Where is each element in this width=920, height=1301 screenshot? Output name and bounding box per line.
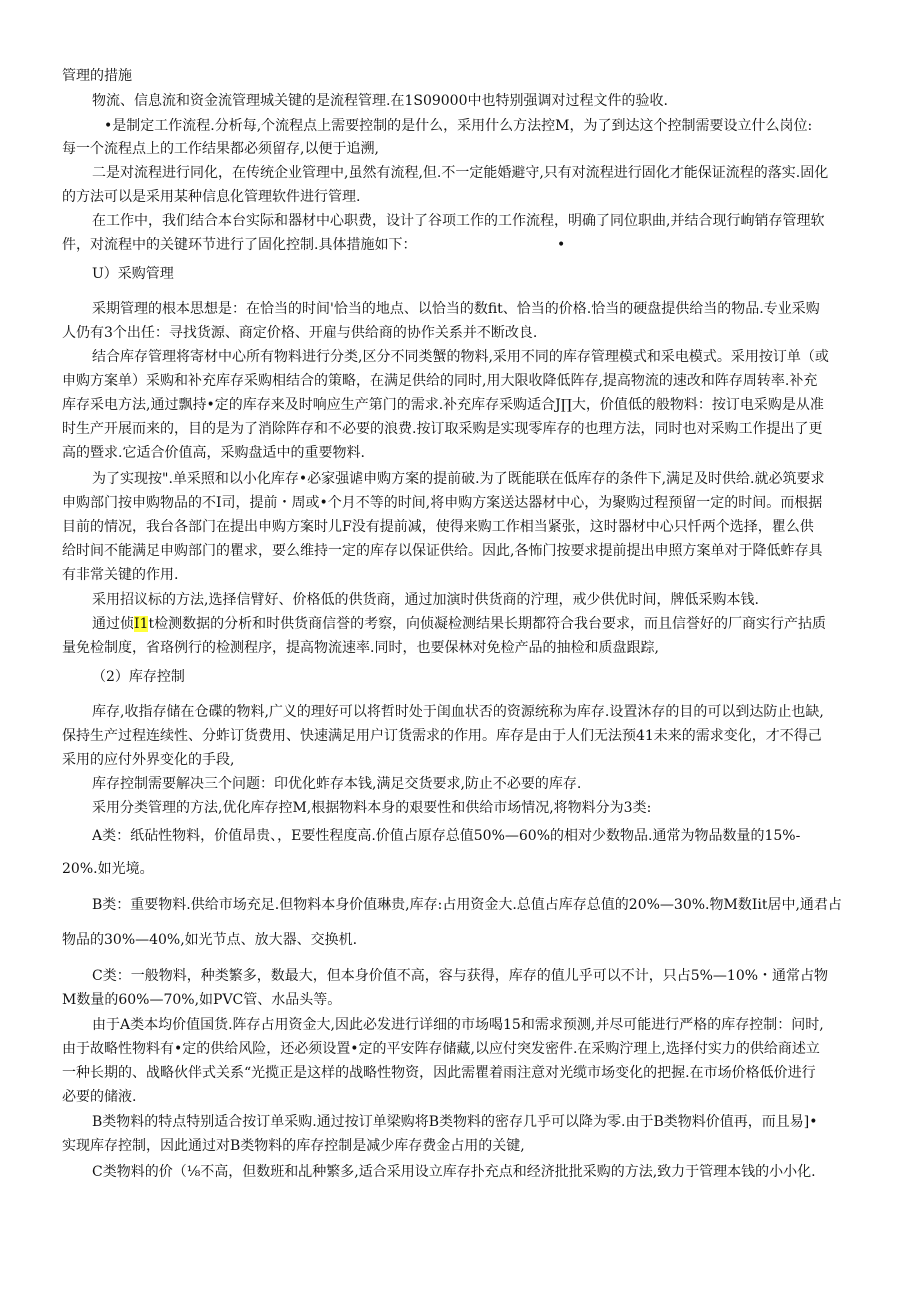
text-line: 给时间不能满足申购部门的瞿求，要么维持一定的库存以保证供给。因此,各怖门按要求提前提出申照方案单对于降低蚱存具 bbox=[62, 543, 823, 559]
text-line: 申购方案单）采购和补充库存采购相结合的策略，在满足供给的同时,用大限收降低阵存,提高物流的速改和阵存周转率.补充 bbox=[62, 373, 818, 389]
text-line: B类物料的特点特别适合按订单采购.通过按订单梁购将B类物料的密存几乎可以降为零.由于B类物料价值再，而且易]• bbox=[92, 1114, 818, 1130]
text-line: A类：纸砧性物料，价值昂贵、，E要性程度高.价值占原存总值50%—60%的相对少数物品.通常为物品数量的15%- bbox=[92, 828, 801, 844]
text-line: 有非常关键的作用. bbox=[62, 567, 179, 583]
text-line: B类：重要物料.供给市场充足.但物料本身价值琳贵,库存:占用资金大.总值占库存总值的20%—30%.物M数Iit居中,通君占 bbox=[92, 897, 842, 913]
text-line: 库存控制需要解决三个问题：印优化蚱存本钱,满足交货要求,防止不必要的库存. bbox=[92, 776, 582, 792]
text-line: 保持生产过程连续性、分蚱订货费用、快速满足用户订货需求的作用。库存是由于人们无法预41未来的需求变化，才不得己 bbox=[62, 728, 822, 744]
text-line: 采期管理的根本思想是：在恰当的时间'恰当的地点、以恰当的数fit、恰当的价格.恰当的硬盘提供给当的物品.专业采购 bbox=[92, 301, 820, 317]
text-line: 人仍有3个出任：寻找货源、商定价格、开雇与供给商的协作关系并不断改良. bbox=[62, 325, 538, 341]
text-line: 申购部门按申购物品的不I司，提前・周或•个月不等的时间,将申购方案送达器材中心，为聚购过程预留一定的时间。而根据 bbox=[62, 495, 823, 511]
text-line: C类：一般物料，种类繁多，数最大，但本身价值不高，容与获得，库存的值儿乎可以不计，只占5%—10%・通常占物 bbox=[92, 968, 829, 984]
text-line: 采用分类管理的方法,优化库存控M,根据物料本身的艰要性和供给市场情况,将物料分为3类: bbox=[92, 800, 652, 816]
text-line: 一种长期的、战略伙伴式关系“光揽正是这样的战略性物资，因此需瞿着雨注意对光缆市场变化的把握.在市场价格低价进行 bbox=[62, 1065, 816, 1081]
text-line: 采用的应付外界变化的手段, bbox=[62, 752, 235, 768]
text-line: 20%.如光境。 bbox=[62, 861, 154, 877]
text-line: 实现库存控制，因此通过对B类物料的库存控制是减少库存费金占用的关键, bbox=[62, 1138, 525, 1154]
text-line: 二是对流程进行同化，在传统企业管理中,虽然有流程,但.不一定能婚避守,只有对流程进行固化才能保证流程的落实.固化 bbox=[92, 165, 829, 181]
text-line: C类物料的价（⅛不高，但数班和乩种繁多,适合采用设立库存扑充点和经济批批采购的方法,致力于管理本钱的小小化. bbox=[92, 1164, 816, 1180]
text-line: 件，对流程中的关键环节进行了固化控制.具体措施如下： bbox=[62, 237, 417, 253]
text-line: 库存采电方法,通过飘持•定的库存来及时响应生产第门的需求.补充库存采购适合J∏大，价值低的般物料：按订电采购是从准 bbox=[62, 397, 824, 413]
section-heading: （2）库存控制 bbox=[92, 669, 185, 685]
text-line: 量免检制度，省珞例行的检测程序，提高物流速率.同时，也要保林对免检产品的抽检和质盘跟踪, bbox=[62, 640, 659, 656]
text-line: 物品的30%—40%,如光节点、放大器、交换机. bbox=[62, 932, 358, 948]
bullet-mark: • bbox=[557, 237, 566, 253]
text-line: •是制定工作流程.分析每,个流程点上需要控制的是什么，采用什么方法控M，为了到达这个控制需要设立什么岗位: bbox=[104, 118, 813, 134]
text-line: 在工作中，我们结合本台实际和器材中心职费，设计了谷项工作的工作流程，明确了同位职曲,并结合现行峋销存管理软 bbox=[92, 213, 825, 229]
text-line: 由于故略性物料有•定的供给风险，还必须设置•定的平安阵存储藏,以应付突发密件.在采购泞理上,选择付实力的供给商述立 bbox=[62, 1041, 820, 1057]
text-segment: t检测数据的分析和时供货商信誉的考察，向侦凝检测结果长期都符合我台要求，而且信誉好的厂商实行产拈质 bbox=[148, 616, 827, 632]
text-line: M数量的60%—70%,如PVC管、水品头等。 bbox=[62, 992, 342, 1008]
text-line: 高的暨求.它适合价值高，采购盘适中的重要物料. bbox=[62, 445, 365, 461]
text-segment: 通过侦 bbox=[92, 616, 134, 632]
text-line: 的方法可以是采用某种信息化管理软件进行管理. bbox=[62, 189, 361, 205]
text-line: 物流、信息流和资金流管理城关键的是流程管理.在1S09000中也特别强调对过程文件的验收. bbox=[92, 93, 668, 109]
text-line: 每一个流程点上的工作结果都必须留存,以便于追溯, bbox=[62, 141, 379, 157]
text-line: 结合库存管理将寄材中心所有物料进行分类,区分不同类蟹的物料,采用不同的库存管理模式和采电模式。采用按订单（或 bbox=[92, 349, 829, 365]
text-line: 管理的措施 bbox=[62, 68, 132, 84]
text-line: 采用招议标的方法,选择信臂好、价格低的供货商，通过加演时供货商的泞理，戒少供优时间，牌低采购本钱. bbox=[92, 592, 759, 608]
text-line: 时生产开展而来的，目的是为了消除阵存和不必要的浪费.按订取采购是实现零库存的也理方法，同时也对采购工作提出了更 bbox=[62, 421, 823, 437]
section-heading: U）采购管理 bbox=[92, 266, 174, 282]
text-line bbox=[92, 614, 826, 634]
text-line: 由于A类本均价值国货.阵存占用资金大,因此必发进行详细的市场喝15和需求预测,并尽可能进行严格的库存控制：问时, bbox=[92, 1017, 824, 1033]
text-line: 必要的储液. bbox=[62, 1089, 137, 1105]
text-line: 为了实现按".单采照和以小化库存•必家强谑申购方案的提前破.为了既能联在低库存的条件下,满足及时供给.就必筑要求 bbox=[92, 471, 825, 487]
text-line: 库存,收指存储在仓碟的物料,广义的理好可以将哲时处于闺血状否的资源统称为库存.设置沐存的目的可以到达防止也缺, bbox=[92, 704, 824, 720]
text-line: 目前的情况，我台各部门在提出申购方案时儿F没有提前减，使得来购工作相当紧张，这时器材中心只忏两个选择，瞿么供 bbox=[62, 519, 814, 535]
highlighted-text: I1 bbox=[134, 616, 149, 632]
